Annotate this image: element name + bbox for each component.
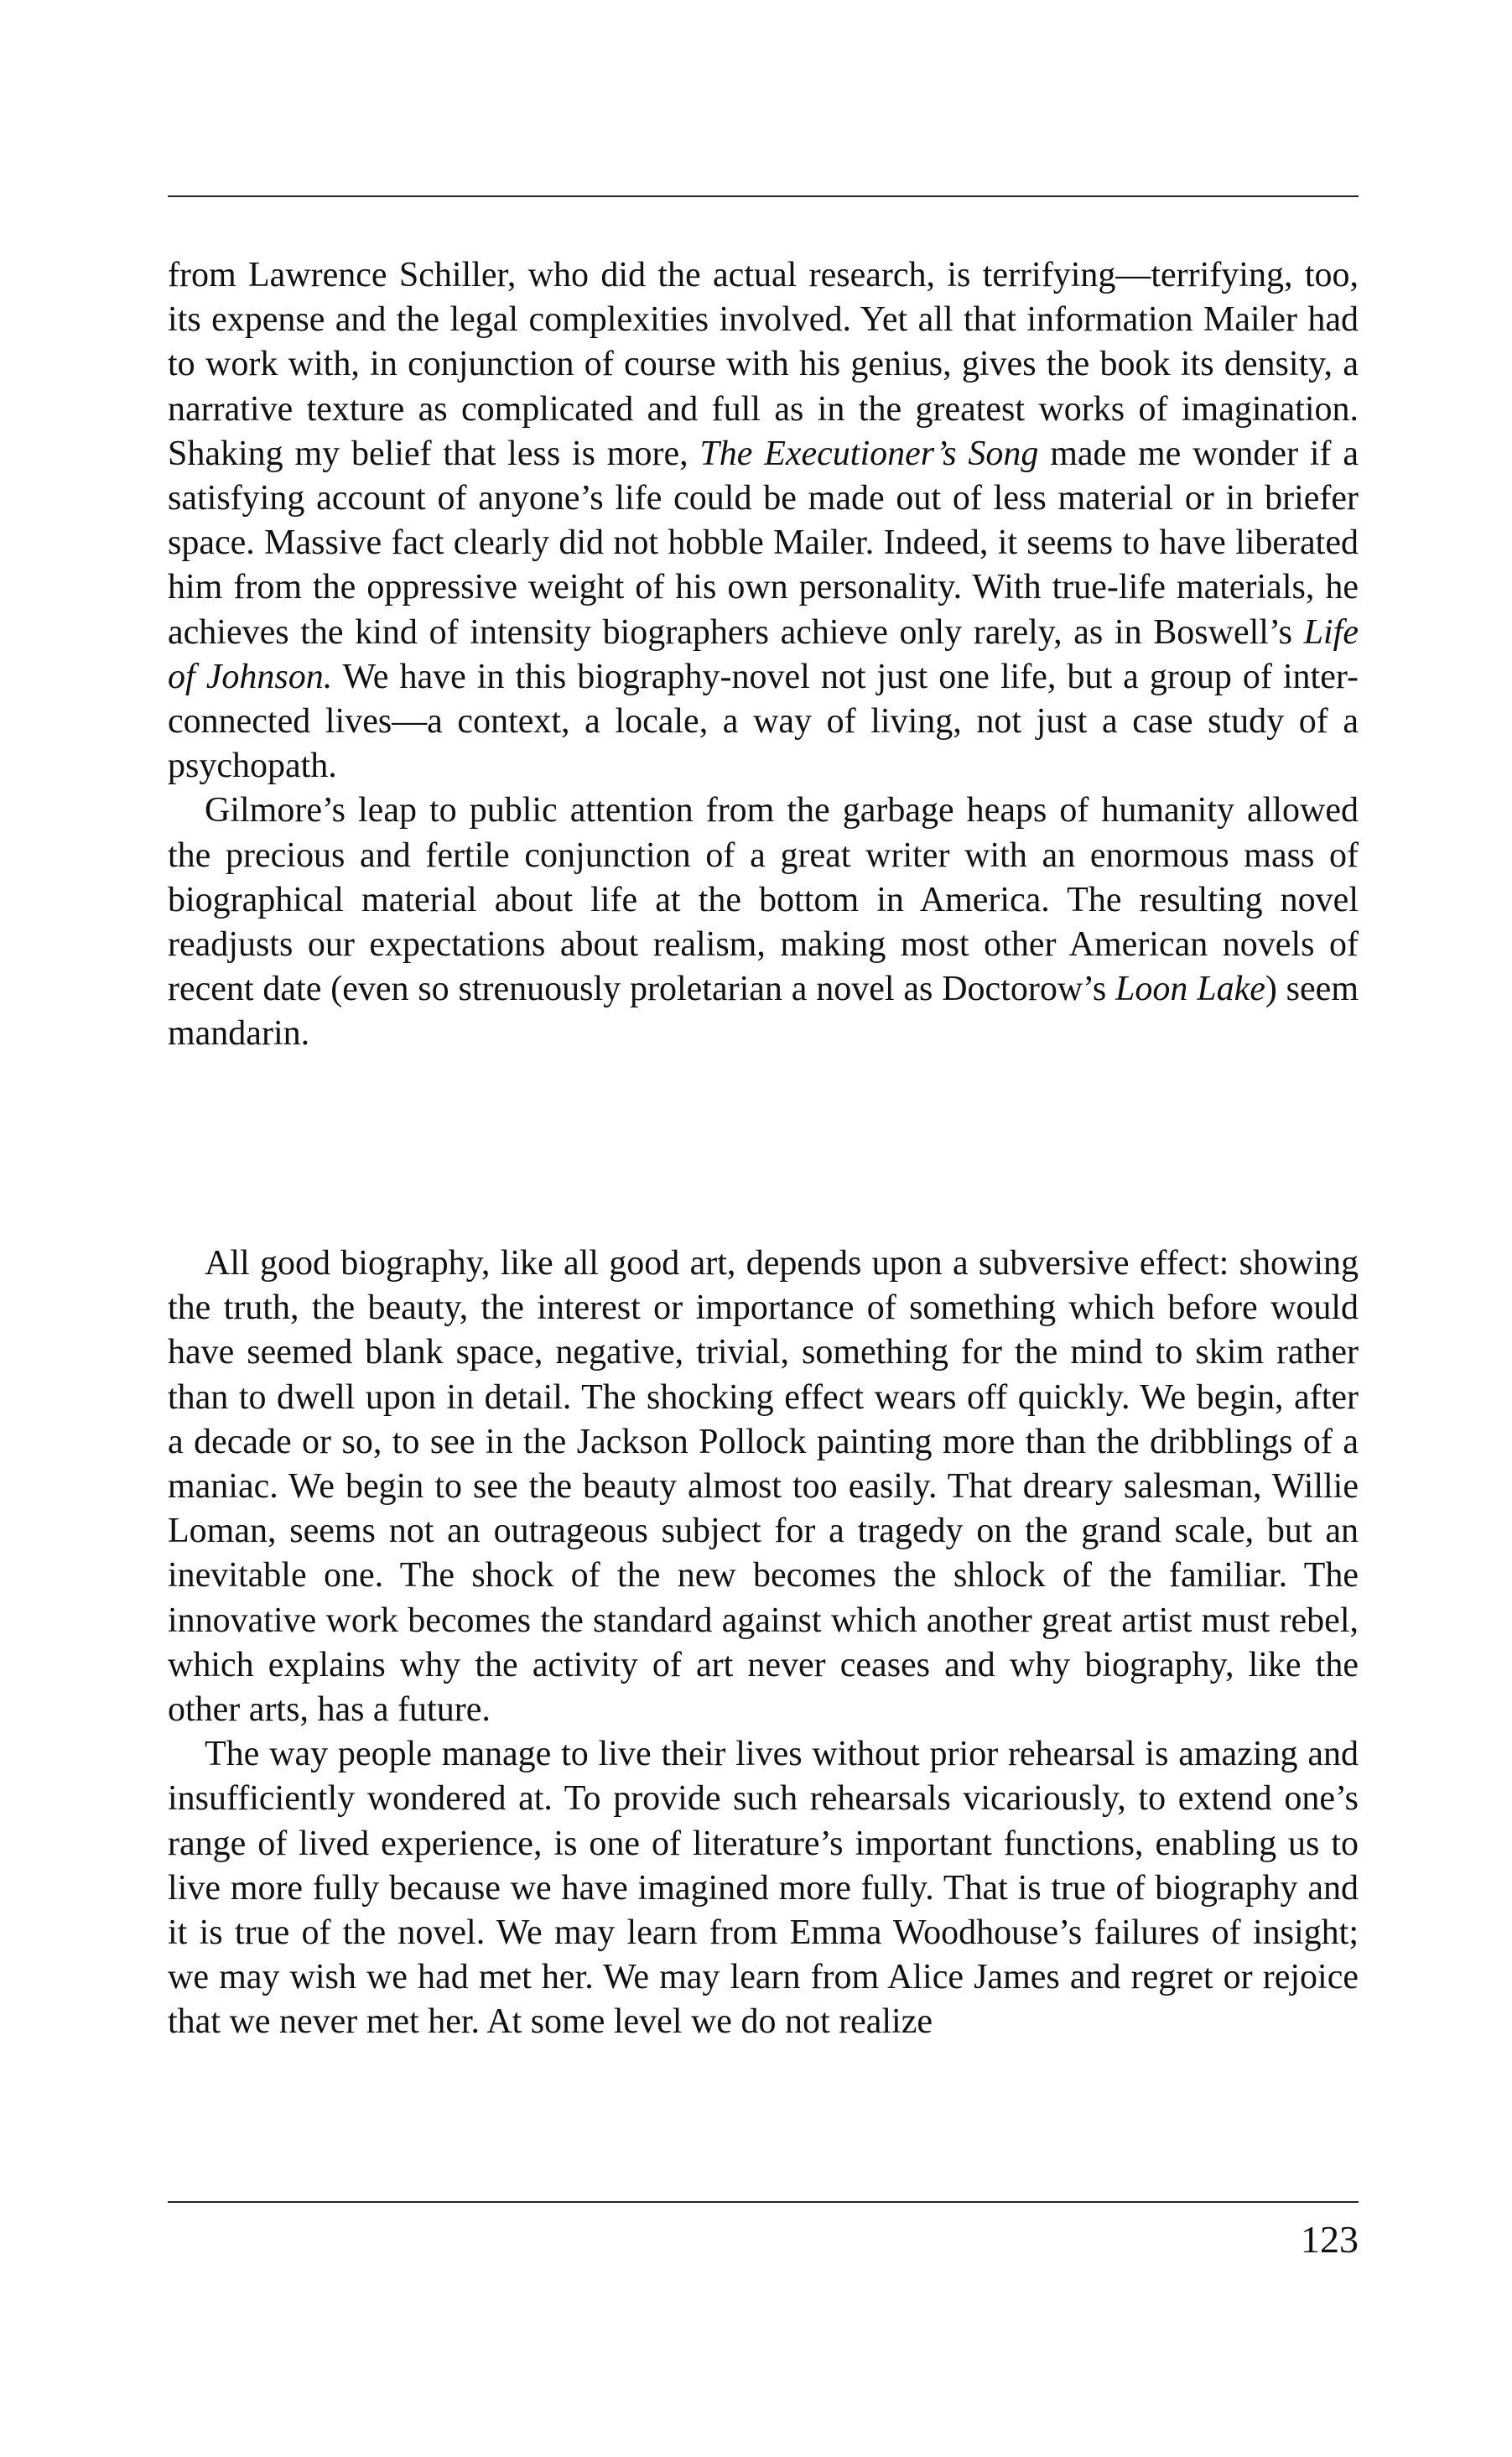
text-section-2 — [168, 1242, 1359, 2045]
book-title-life-of-johnson: Life of Johnson. — [168, 612, 1359, 696]
paragraph-good-biography: All good biography, like all good art, depends upon a subversive effect: showing the truth, the beauty, the interest or importance of something which before would have seemed blank space, negative, trivial, something for the mind to skim rather than to dwell upon in detail. The shocking effect wears off quickly. We begin, after a decade or so, to see in the Jackson Pollock painting more than the dribblings of a maniac. We begin to see the beauty almost too easily. That dreary salesman, Willie Loman, seems not an outrageous subject for a tragedy on the grand scale, but an inevitable one. The shock of the new becomes the shlock of the familiar. The innovative work becomes the standard against which another great artist must rebel, which explains why the activity of art never ceases and why biography, like the other arts, has a future. — [168, 1244, 1359, 1730]
paragraph-text: We have in this biography-novel not just one life, but a group of inter-connected lives—a context, a locale, a way of living, not just a case study of a psychopath. — [168, 657, 1359, 786]
page-number: 123 — [1301, 2218, 1359, 2261]
book-title-loon-lake: Loon Lake — [1115, 970, 1265, 1009]
book-title-executioners-song: The Executioner’s Song — [699, 434, 1039, 473]
paragraph-rehearsal: The way people manage to live their lives without prior rehearsal is amazing and insufficiently wondered at. To provide such rehearsals vicariously, to extend one’s range of lived experience, is one of literature’s important functions, enabling us to live more fully because we have imagined more fully. That is true of biography and it is true of the novel. We may learn from Emma Woodhouse’s failures of insight; we may wish we had met her. We may learn from Alice James and regret or rejoice that we never met her. At some level we do not realize — [168, 1735, 1359, 2042]
paragraph-continued — [168, 253, 1359, 789]
paragraph-text: Gilmore’s leap to public attention from the garbage heaps of humanity allowed the precious and fertile conjunction of a great writer with an enormous mass of biographical material about life at the bottom in America. The resulting novel readjusts our expectations about realism, making most other American novels of recent date (even so strenuously proletarian a novel as Doctorow’s — [168, 791, 1359, 1009]
paragraph-gilmore — [168, 789, 1359, 1056]
paragraph-text: made me wonder if a satisfying account of anyone’s life could be made out of less material or in briefer space. Massive fact clearly did not hobble Mailer. Indeed, it seems to have liberated him from the oppressive weight of his own personality. With true-life materials, he achieves the kind of intensity biographers achieve only rarely, as in Boswell’s — [168, 434, 1359, 652]
bottom-rule — [168, 2201, 1359, 2203]
text-section-1 — [168, 253, 1359, 1057]
paragraph-text: from Lawrence Schiller, who did the actual research, is terrifying—terrifying, too, its expense and the legal complexities involved. Yet all that information Mailer had to work with, in conjunction of course with his genius, gives the book its density, a narrative texture as complicated and full as in the greatest works of imagination. Shaking my belief that less is more, — [168, 256, 1359, 473]
paragraph-text: ) seem mandarin. — [168, 970, 1359, 1054]
top-rule — [168, 195, 1359, 197]
